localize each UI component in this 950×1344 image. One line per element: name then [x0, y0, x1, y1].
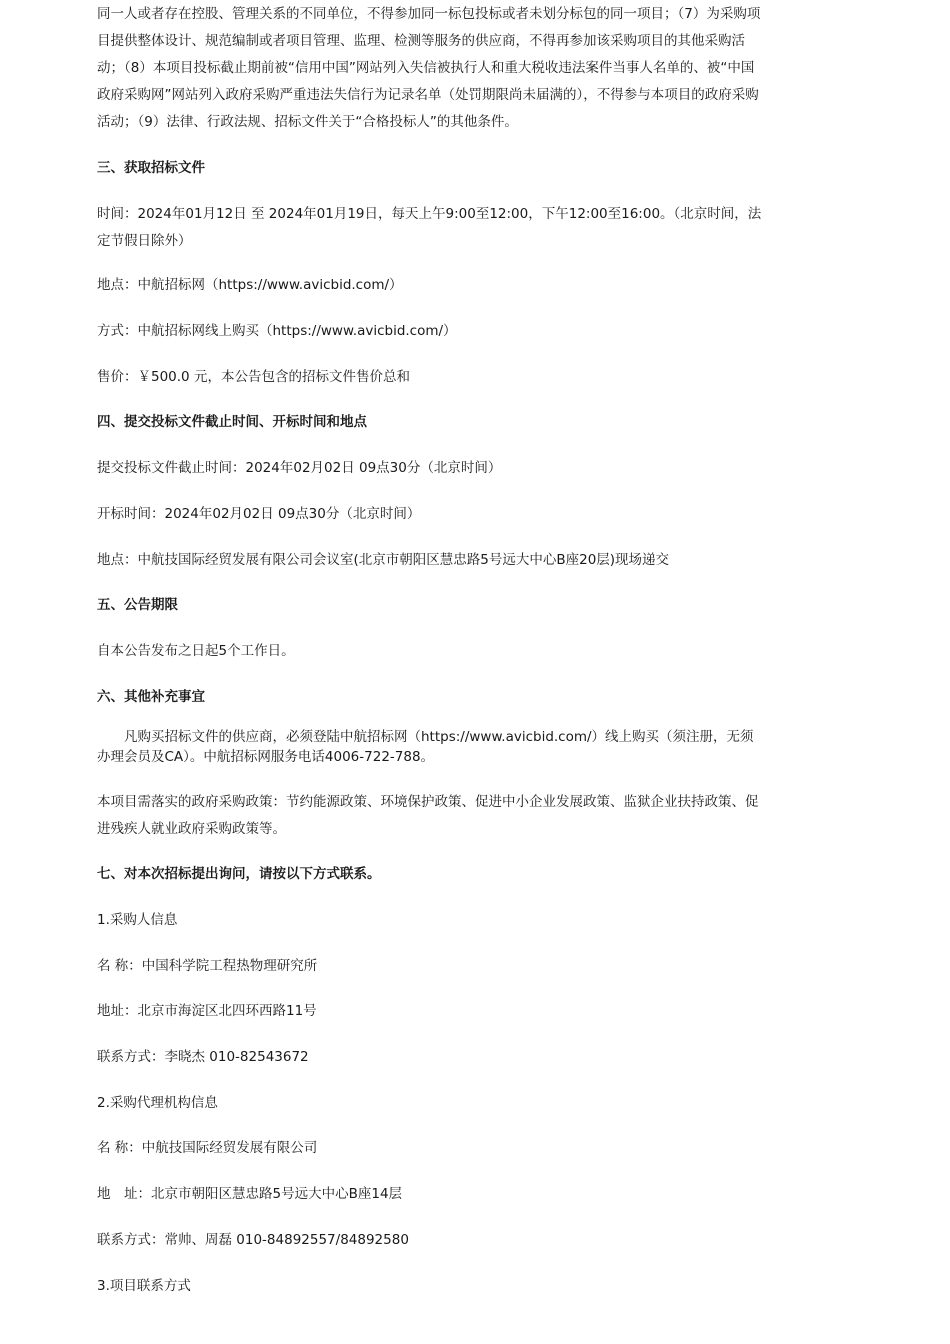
section6-text1: 凡购买招标文件的供应商，必须登陆中航招标网（https://www.avicbid.com/）线上购买（须注册，无须办理会员及CA）。中航招标网服务电话4006-722-788。: [97, 729, 754, 765]
agency-name: 名 称：中航技国际经贸发展有限公司: [97, 1140, 318, 1156]
section3-method: 方式：中航招标网线上购买（https://www.avicbid.com/）: [97, 323, 457, 339]
section3-place: 地点：中航招标网（https://www.avicbid.com/）: [97, 277, 403, 293]
project-contact-title: 3.项目联系方式: [97, 1278, 191, 1294]
agency-title: 2.采购代理机构信息: [97, 1095, 218, 1111]
section3-heading: 三、获取招标文件: [97, 160, 205, 176]
section6-heading: 六、其他补充事宜: [97, 689, 205, 705]
section3-price: 售价：￥500.0 元，本公告包含的招标文件售价总和: [97, 369, 410, 385]
section5-heading: 五、公告期限: [97, 597, 178, 613]
intro-paragraph: 同一人或者存在控股、管理关系的不同单位，不得参加同一标包投标或者未划分标包的同一项目；（7）为采购项目提供整体设计、规范编制或者项目管理、监理、检测等服务的供应商，不得再参加该采购项目的其他采购活动；（8）本项目投标截止期前被“信用中国”网站列入失信被执行人和重大税收违法案件当事人名单的、被“中国政府采购网”网站列入政府采购严重违法失信行为记录名单（处罚期限尚未届满的），不得参与本项目的政府采购活动；（9）法律、行政法规、招标文件关于“合格投标人”的其他条件。: [97, 6, 761, 130]
agency-address: 地 址：北京市朝阳区慧忠路5号远大中心B座14层: [97, 1186, 403, 1202]
section7-heading: 七、对本次招标提出询问，请按以下方式联系。: [97, 866, 381, 882]
section4-deadline: 提交投标文件截止时间：2024年02月02日 09点30分（北京时间）: [97, 460, 502, 476]
section4-place: 地点：中航技国际经贸发展有限公司会议室(北京市朝阳区慧忠路5号远大中心B座20层)现场递交: [97, 552, 670, 568]
agency-contact: 联系方式：常帅、周磊 010-84892557/84892580: [97, 1232, 409, 1248]
purchaser-contact: 联系方式：李晓杰 010-82543672: [97, 1049, 309, 1065]
purchaser-address: 地址：北京市海淀区北四环西路11号: [97, 1003, 317, 1019]
purchaser-title: 1.采购人信息: [97, 912, 178, 928]
section4-heading: 四、提交投标文件截止时间、开标时间和地点: [97, 414, 367, 430]
section5-text: 自本公告发布之日起5个工作日。: [97, 643, 295, 659]
section4-opening: 开标时间：2024年02月02日 09点30分（北京时间）: [97, 506, 421, 522]
section6-text2: 本项目需落实的政府采购政策：节约能源政策、环境保护政策、促进中小企业发展政策、监狱企业扶持政策、促进残疾人就业政府采购政策等。: [97, 794, 759, 837]
section3-time: 时间：2024年01月12日 至 2024年01月19日，每天上午9:00至12:00，下午12:00至16:00。（北京时间，法定节假日除外）: [97, 206, 762, 249]
purchaser-name: 名 称：中国科学院工程热物理研究所: [97, 958, 318, 974]
